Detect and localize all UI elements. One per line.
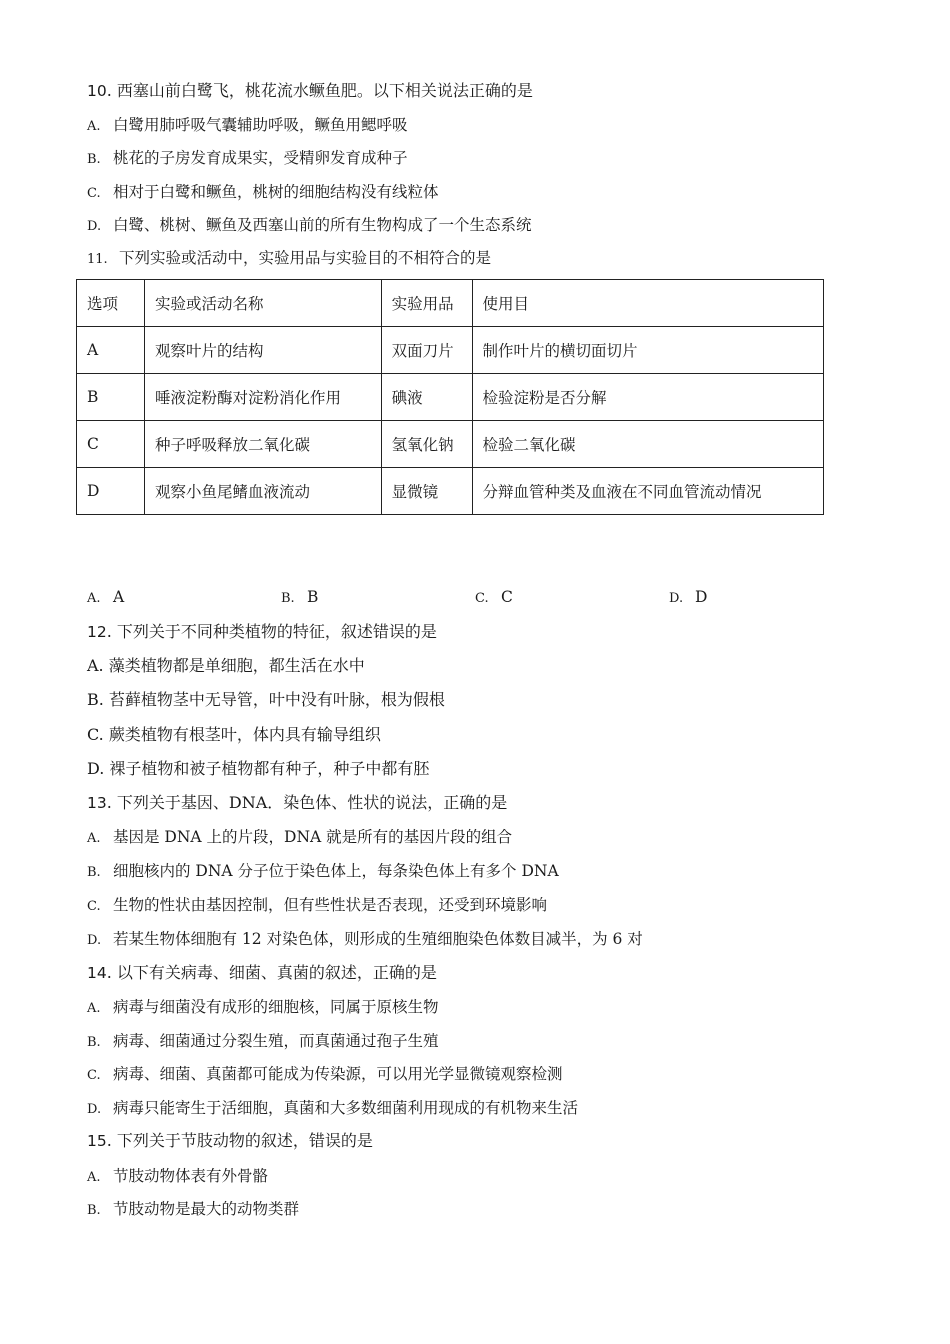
option-label: C. [87, 899, 101, 914]
question-text: . 西塞山前白鹭飞，桃花流水鳜鱼肥。以下相关说法正确的是 [106, 81, 533, 100]
q13-option-c [87, 895, 547, 917]
question-11-stem [87, 248, 491, 270]
option-label: B. [87, 1035, 101, 1050]
q12-option-c: C. 蕨类植物有根茎叶，体内具有输导组织 [87, 725, 381, 744]
option-label: A. [87, 1170, 101, 1185]
option-label: A. [87, 831, 101, 846]
q10-option-c [87, 182, 439, 204]
table-row [77, 468, 824, 515]
question-text: . 以下有关病毒、细菌、真菌的叙述，正确的是 [106, 963, 437, 982]
q14-option-a [87, 997, 439, 1019]
question-12-stem [87, 622, 437, 642]
option-text: 若某生物体细胞有 12 对染色体，则形成的生殖细胞染色体数目减半，为 6 对 [113, 930, 643, 948]
table-cell: 唾液淀粉酶对淀粉消化作用 [144, 374, 381, 421]
q12-option-d: D. 裸子植物和被子植物都有种子，种子中都有胚 [87, 759, 430, 778]
option-text: 节肢动物体表有外骨骼 [113, 1167, 269, 1185]
q11-choice-d [669, 588, 707, 606]
table-cell: 观察小鱼尾鳍血液流动 [144, 468, 381, 515]
table-cell: 分辩血管种类及血液在不同血管流动情况 [472, 468, 824, 515]
q13-option-b [87, 861, 559, 883]
table-cell: 制作叶片的横切面切片 [472, 327, 824, 374]
table-row [77, 421, 824, 468]
option-text: 病毒与细菌没有成形的细胞核，同属于原核生物 [113, 998, 439, 1016]
q11-choice-c [475, 588, 513, 606]
q10-option-b [87, 148, 408, 170]
choice-text: C [501, 588, 513, 606]
question-text: . 下列关于节肢动物的叙述，错误的是 [106, 1131, 373, 1150]
table-cell: A [77, 327, 145, 374]
table-cell: 碘液 [381, 374, 472, 421]
table-cell: 种子呼吸释放二氧化碳 [144, 421, 381, 468]
q15-option-b [87, 1199, 299, 1221]
table-header-cell: 使用目 [472, 280, 824, 327]
option-text: 白鹭用肺呼吸气囊辅助呼吸，鳜鱼用鳃呼吸 [113, 116, 408, 134]
option-text: 细胞核内的 DNA 分子位于染色体上，每条染色体上有多个 DNA [113, 862, 559, 880]
option-text: 桃花的子房发育成果实，受精卵发育成种子 [113, 149, 408, 167]
question-number: 14 [87, 964, 107, 982]
option-text: 白鹭、桃树、鳜鱼及西塞山前的所有生物构成了一个生态系统 [113, 216, 532, 234]
question-number: 13 [87, 794, 107, 812]
q15-option-a [87, 1166, 268, 1188]
option-label: C. [87, 1068, 101, 1083]
option-text: 基因是 DNA 上的片段，DNA 就是所有的基因片段的组合 [113, 828, 513, 846]
table-cell: 显微镜 [381, 468, 472, 515]
option-text: 节肢动物是最大的动物类群 [113, 1200, 300, 1218]
table-cell: 检验二氧化碳 [472, 421, 824, 468]
experiment-table [76, 279, 824, 515]
table-header-cell: 实验或活动名称 [144, 280, 381, 327]
choice-label: C. [475, 591, 489, 606]
q10-option-d [87, 215, 532, 237]
choice-label: D. [669, 591, 684, 606]
option-label: C. [87, 186, 101, 201]
q14-option-c [87, 1064, 563, 1086]
question-text: 下列实验或活动中，实验用品与实验目的不相符合的是 [119, 249, 492, 267]
question-10-stem [87, 81, 533, 101]
table-header-cell: 实验用品 [381, 280, 472, 327]
choice-label: A. [87, 591, 101, 606]
table-row [77, 374, 824, 421]
table-cell: 氢氧化钠 [381, 421, 472, 468]
q13-option-d [87, 929, 643, 951]
option-label: B. [87, 152, 101, 167]
q12-option-b: B. 苔藓植物茎中无导管，叶中没有叶脉，根为假根 [87, 690, 445, 709]
question-number: 11. [87, 252, 108, 267]
question-13-stem [87, 793, 507, 813]
option-label: B. [87, 1203, 101, 1218]
option-label: A. [87, 119, 101, 134]
choice-text: D [695, 588, 708, 606]
table-header-cell: 选项 [77, 280, 145, 327]
option-label: B. [87, 865, 101, 880]
q11-choice-a [87, 588, 124, 606]
option-label: D. [87, 1102, 102, 1117]
question-14-stem [87, 963, 437, 983]
table-cell: B [77, 374, 145, 421]
option-text: 相对于白鹭和鳜鱼，桃树的细胞结构没有线粒体 [113, 183, 439, 201]
option-text: 病毒、细菌通过分裂生殖，而真菌通过孢子生殖 [113, 1032, 439, 1050]
question-text: . 下列关于基因、DNA．染色体、性状的说法，正确的是 [106, 793, 508, 812]
option-label: A. [87, 1001, 101, 1016]
table-cell: D [77, 468, 145, 515]
question-number: 10 [87, 82, 107, 100]
option-text: 病毒只能寄生于活细胞，真菌和大多数细菌利用现成的有机物来生活 [113, 1099, 579, 1117]
option-label: D. [87, 219, 102, 234]
q14-option-b [87, 1031, 439, 1053]
table-cell: 双面刀片 [381, 327, 472, 374]
table-cell: 检验淀粉是否分解 [472, 374, 824, 421]
choice-label: B. [281, 591, 295, 606]
choice-text: B [307, 588, 319, 606]
option-text: 病毒、细菌、真菌都可能成为传染源，可以用光学显微镜观察检测 [113, 1065, 563, 1083]
question-number: 12 [87, 623, 107, 641]
table-row [77, 327, 824, 374]
option-label: D. [87, 933, 102, 948]
table-cell: 观察叶片的结构 [144, 327, 381, 374]
option-text: 生物的性状由基因控制，但有些性状是否表现，还受到环境影响 [113, 896, 548, 914]
question-15-stem [87, 1131, 373, 1151]
q10-option-a [87, 115, 408, 137]
table-header-row [77, 280, 824, 327]
choice-text: A [113, 588, 125, 606]
question-number: 15 [87, 1132, 107, 1150]
q14-option-d [87, 1098, 578, 1120]
q12-option-a: A. 藻类植物都是单细胞，都生活在水中 [87, 656, 365, 675]
q11-choice-b [281, 588, 318, 606]
table-cell: C [77, 421, 145, 468]
question-text: . 下列关于不同种类植物的特征，叙述错误的是 [106, 622, 437, 641]
q13-option-a [87, 827, 512, 849]
